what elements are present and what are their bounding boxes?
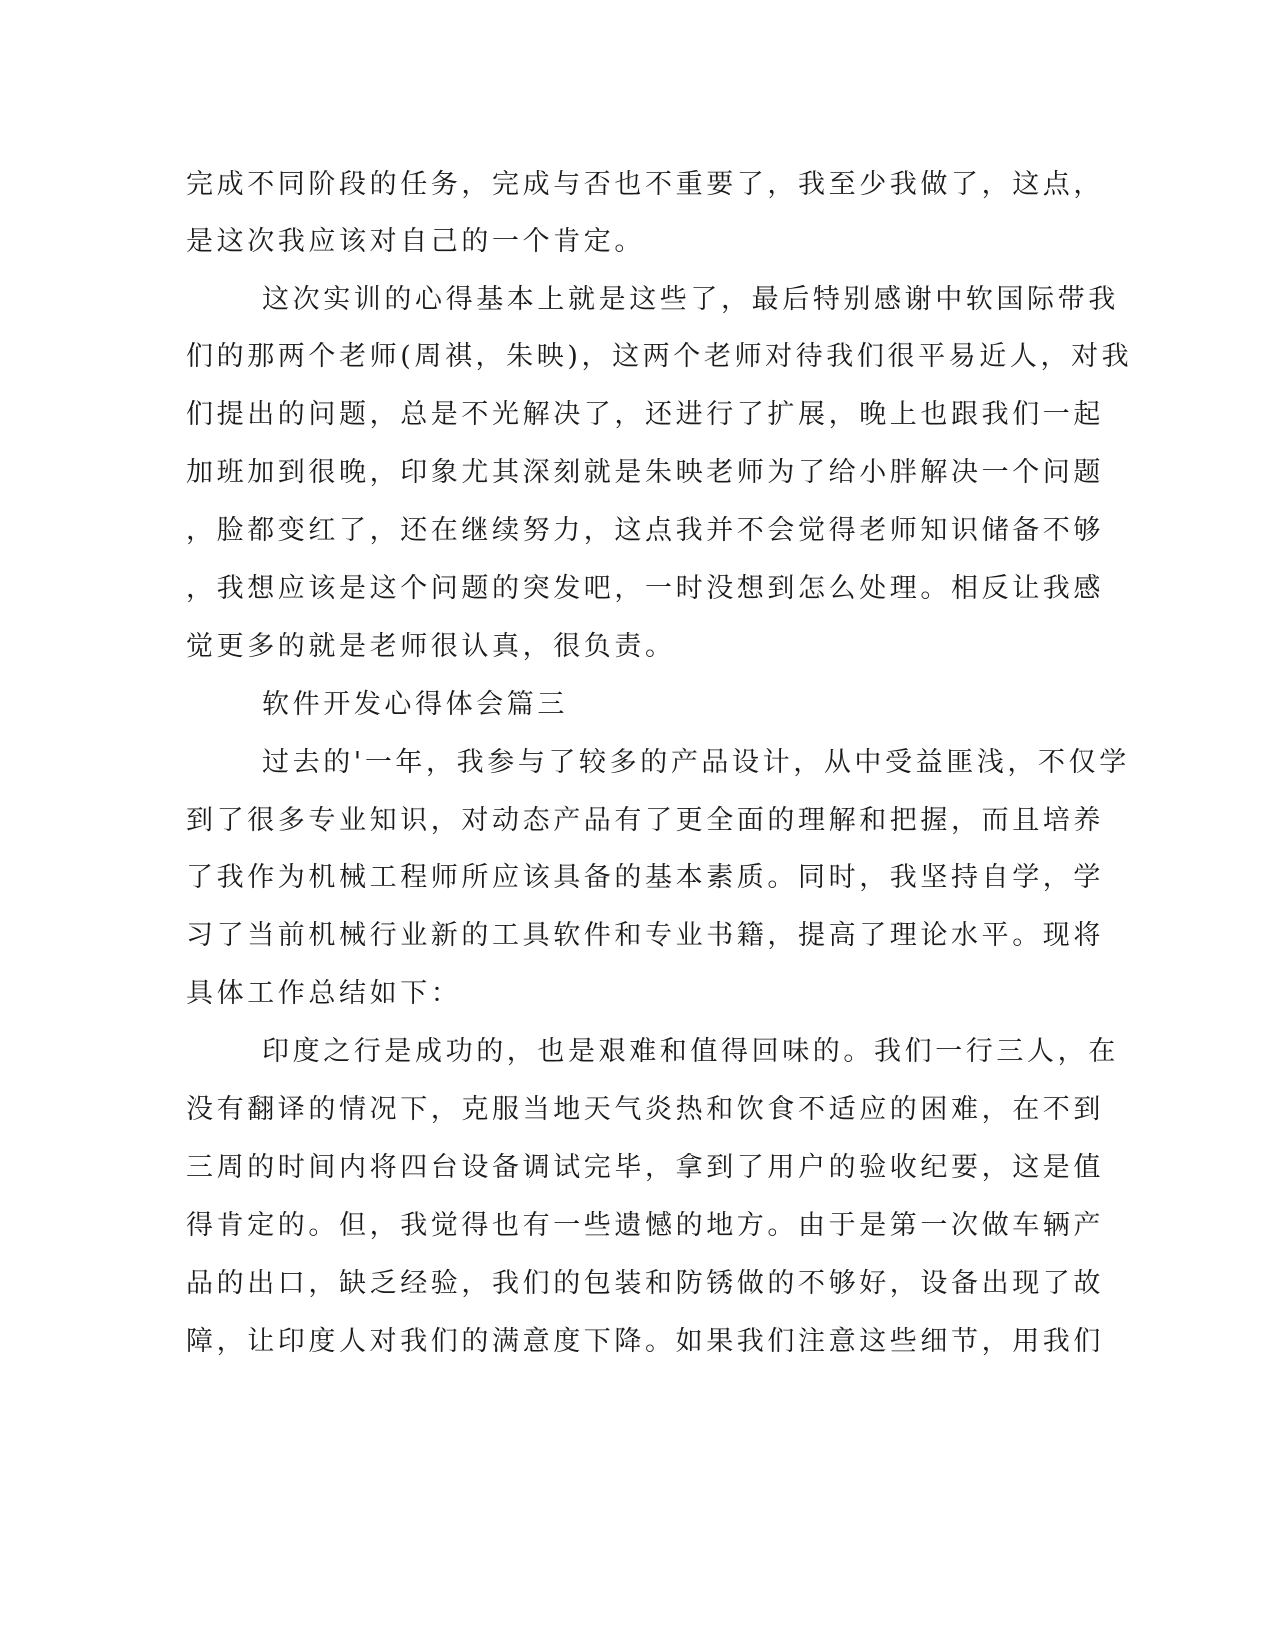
- text-line: 三周的时间内将四台设备调试完毕，拿到了用户的验收纪要，这是值: [186, 1152, 1104, 1183]
- text-line: 完成不同阶段的任务，完成与否也不重要了，我至少我做了，这点，: [186, 169, 1104, 200]
- text-line: 了我作为机械工程师所应该具备的基本素质。同时，我坚持自学，学: [186, 862, 1104, 893]
- text-line: 具体工作总结如下：: [186, 978, 462, 1009]
- text-line: 们提出的问题，总是不光解决了，还进行了扩展，晚上也跟我们一起: [186, 399, 1104, 430]
- text-line: 加班加到很晚，印象尤其深刻就是朱映老师为了给小胖解决一个问题: [186, 457, 1104, 488]
- text-line: 习了当前机械行业新的工具软件和专业书籍，提高了理论水平。现将: [186, 920, 1104, 951]
- paragraph-start: 印度之行是成功的，也是艰难和值得回味的。我们一行三人，在: [262, 1036, 1119, 1067]
- text-line: 没有翻译的情况下，克服当地天气炎热和饮食不适应的困难，在不到: [186, 1094, 1104, 1125]
- text-line: 觉更多的就是老师很认真，很负责。: [186, 631, 676, 662]
- paragraph-start: 过去的'一年，我参与了较多的产品设计，从中受益匪浅，不仅学: [262, 747, 1130, 778]
- text-line: 品的出口，缺乏经验，我们的包装和防锈做的不够好，设备出现了故: [186, 1268, 1104, 1299]
- text-line: ，我想应该是这个问题的突发吧，一时没想到怎么处理。相反让我感: [186, 573, 1104, 604]
- text-line: 到了很多专业知识，对动态产品有了更全面的理解和把握，而且培养: [186, 805, 1104, 836]
- section-heading: 软件开发心得体会篇三: [262, 689, 568, 720]
- paragraph-start: 这次实训的心得基本上就是这些了，最后特别感谢中软国际带我: [262, 284, 1119, 315]
- text-line: ，脸都变红了，还在继续努力，这点我并不会觉得老师知识储备不够: [186, 515, 1104, 546]
- text-line: 们的那两个老师(周祺，朱映)，这两个老师对待我们很平易近人，对我: [186, 341, 1133, 372]
- text-line: 得肯定的。但，我觉得也有一些遗憾的地方。由于是第一次做车辆产: [186, 1210, 1104, 1241]
- text-line: 是这次我应该对自己的一个肯定。: [186, 226, 645, 257]
- text-line: 障，让印度人对我们的满意度下降。如果我们注意这些细节，用我们: [186, 1326, 1104, 1357]
